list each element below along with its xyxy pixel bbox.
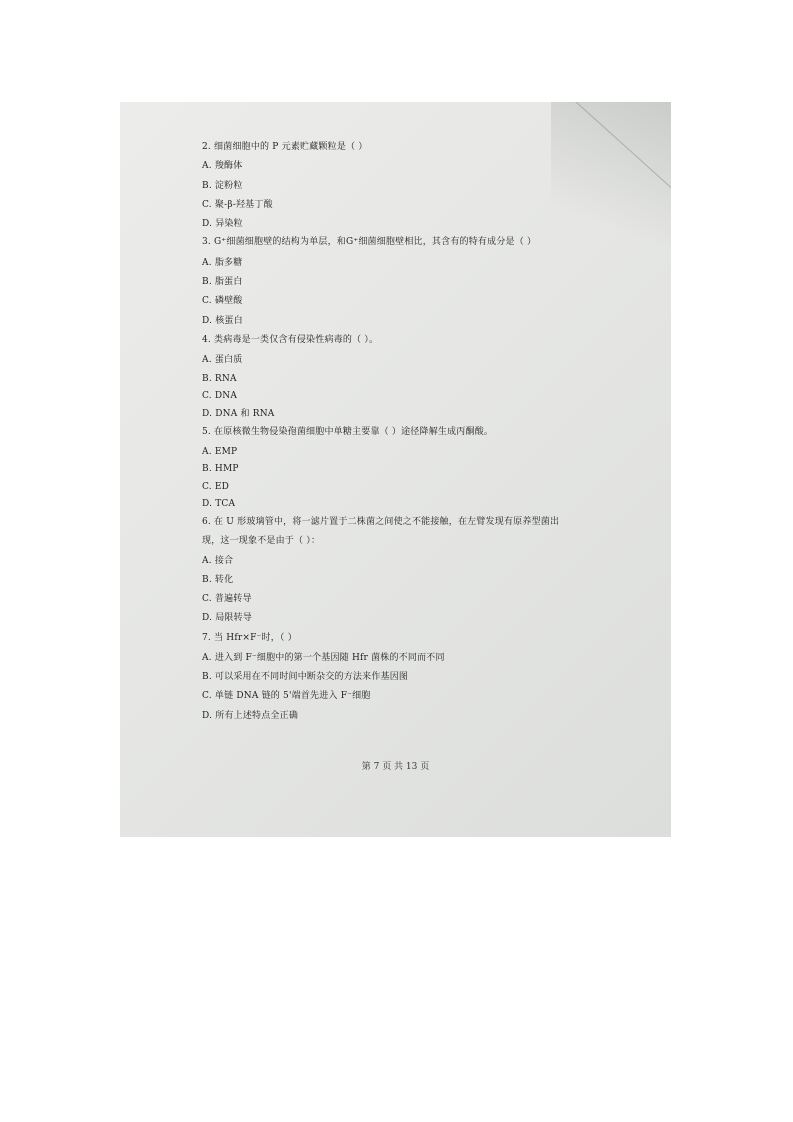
page-photo: [120, 102, 671, 837]
question-5-option-a: A. EMP: [202, 447, 238, 457]
question-3-stem: 3. G⁺细菌细胞壁的结构为单层，和G⁺细菌细胞壁相比，其含有的特有成分是（ ）: [202, 237, 537, 247]
question-2-stem: 2. 细菌细胞中的 P 元素贮藏颗粒是（ ）: [202, 142, 368, 152]
page-number-footer: 第 7 页 共 13 页: [361, 762, 430, 772]
question-4-option-c: C. DNA: [202, 391, 238, 401]
question-3-option-d: D. 核蛋白: [202, 316, 243, 326]
question-6-option-b: B. 转化: [202, 575, 234, 585]
question-7-option-b: B. 可以采用在不同时间中断杂交的方法来作基因图: [202, 672, 409, 682]
question-7-option-c: C. 单链 DNA 链的 5'端首先进入 F⁻细胞: [202, 691, 371, 701]
question-5-option-c: C. ED: [202, 482, 230, 492]
question-4-option-a: A. 蛋白质: [202, 355, 243, 365]
question-4-stem: 4. 类病毒是一类仅含有侵染性病毒的（ ）。: [202, 335, 379, 345]
question-7-stem: 7. 当 Hfr×F⁻时，（ ）: [202, 633, 297, 643]
question-5-stem: 5. 在原核微生物侵染孢菌细胞中单糖主要靠（ ）途径降解生成丙酮酸。: [202, 427, 494, 437]
question-5-option-d: D. TCA: [202, 499, 236, 509]
question-3-option-b: B. 脂蛋白: [202, 277, 243, 287]
paper-fold-edge: [554, 102, 671, 203]
question-6-stem: 6. 在 U 形玻璃管中，将一滤片置于二株菌之间使之不能接触，在左臂发现有原养型菌出: [202, 517, 560, 527]
question-4-option-d: D. DNA 和 RNA: [202, 409, 275, 419]
question-3-option-a: A. 脂多糖: [202, 258, 243, 268]
question-6-stem-continued: 现，这一现象不是由于（ ）：: [202, 536, 321, 546]
question-5-option-b: B. HMP: [202, 464, 239, 474]
question-6-option-a: A. 接合: [202, 556, 234, 566]
question-7-option-d: D. 所有上述特点全正确: [202, 711, 299, 721]
question-7-option-a: A. 进入到 F⁻细胞中的第一个基因随 Hfr 菌株的不同而不同: [202, 653, 445, 663]
question-2-option-a: A. 羧酶体: [202, 161, 243, 171]
question-2-option-c: C. 聚-β-羟基丁酸: [202, 200, 273, 210]
paper-fold-shadow: [551, 102, 671, 272]
question-4-option-b: B. RNA: [202, 374, 237, 384]
question-2-option-b: B. 淀粉粒: [202, 181, 243, 191]
question-3-option-c: C. 磷壁酸: [202, 296, 243, 306]
question-6-option-d: D. 局限转导: [202, 613, 253, 623]
question-6-option-c: C. 普遍转导: [202, 594, 252, 604]
question-2-option-d: D. 异染粒: [202, 219, 243, 229]
